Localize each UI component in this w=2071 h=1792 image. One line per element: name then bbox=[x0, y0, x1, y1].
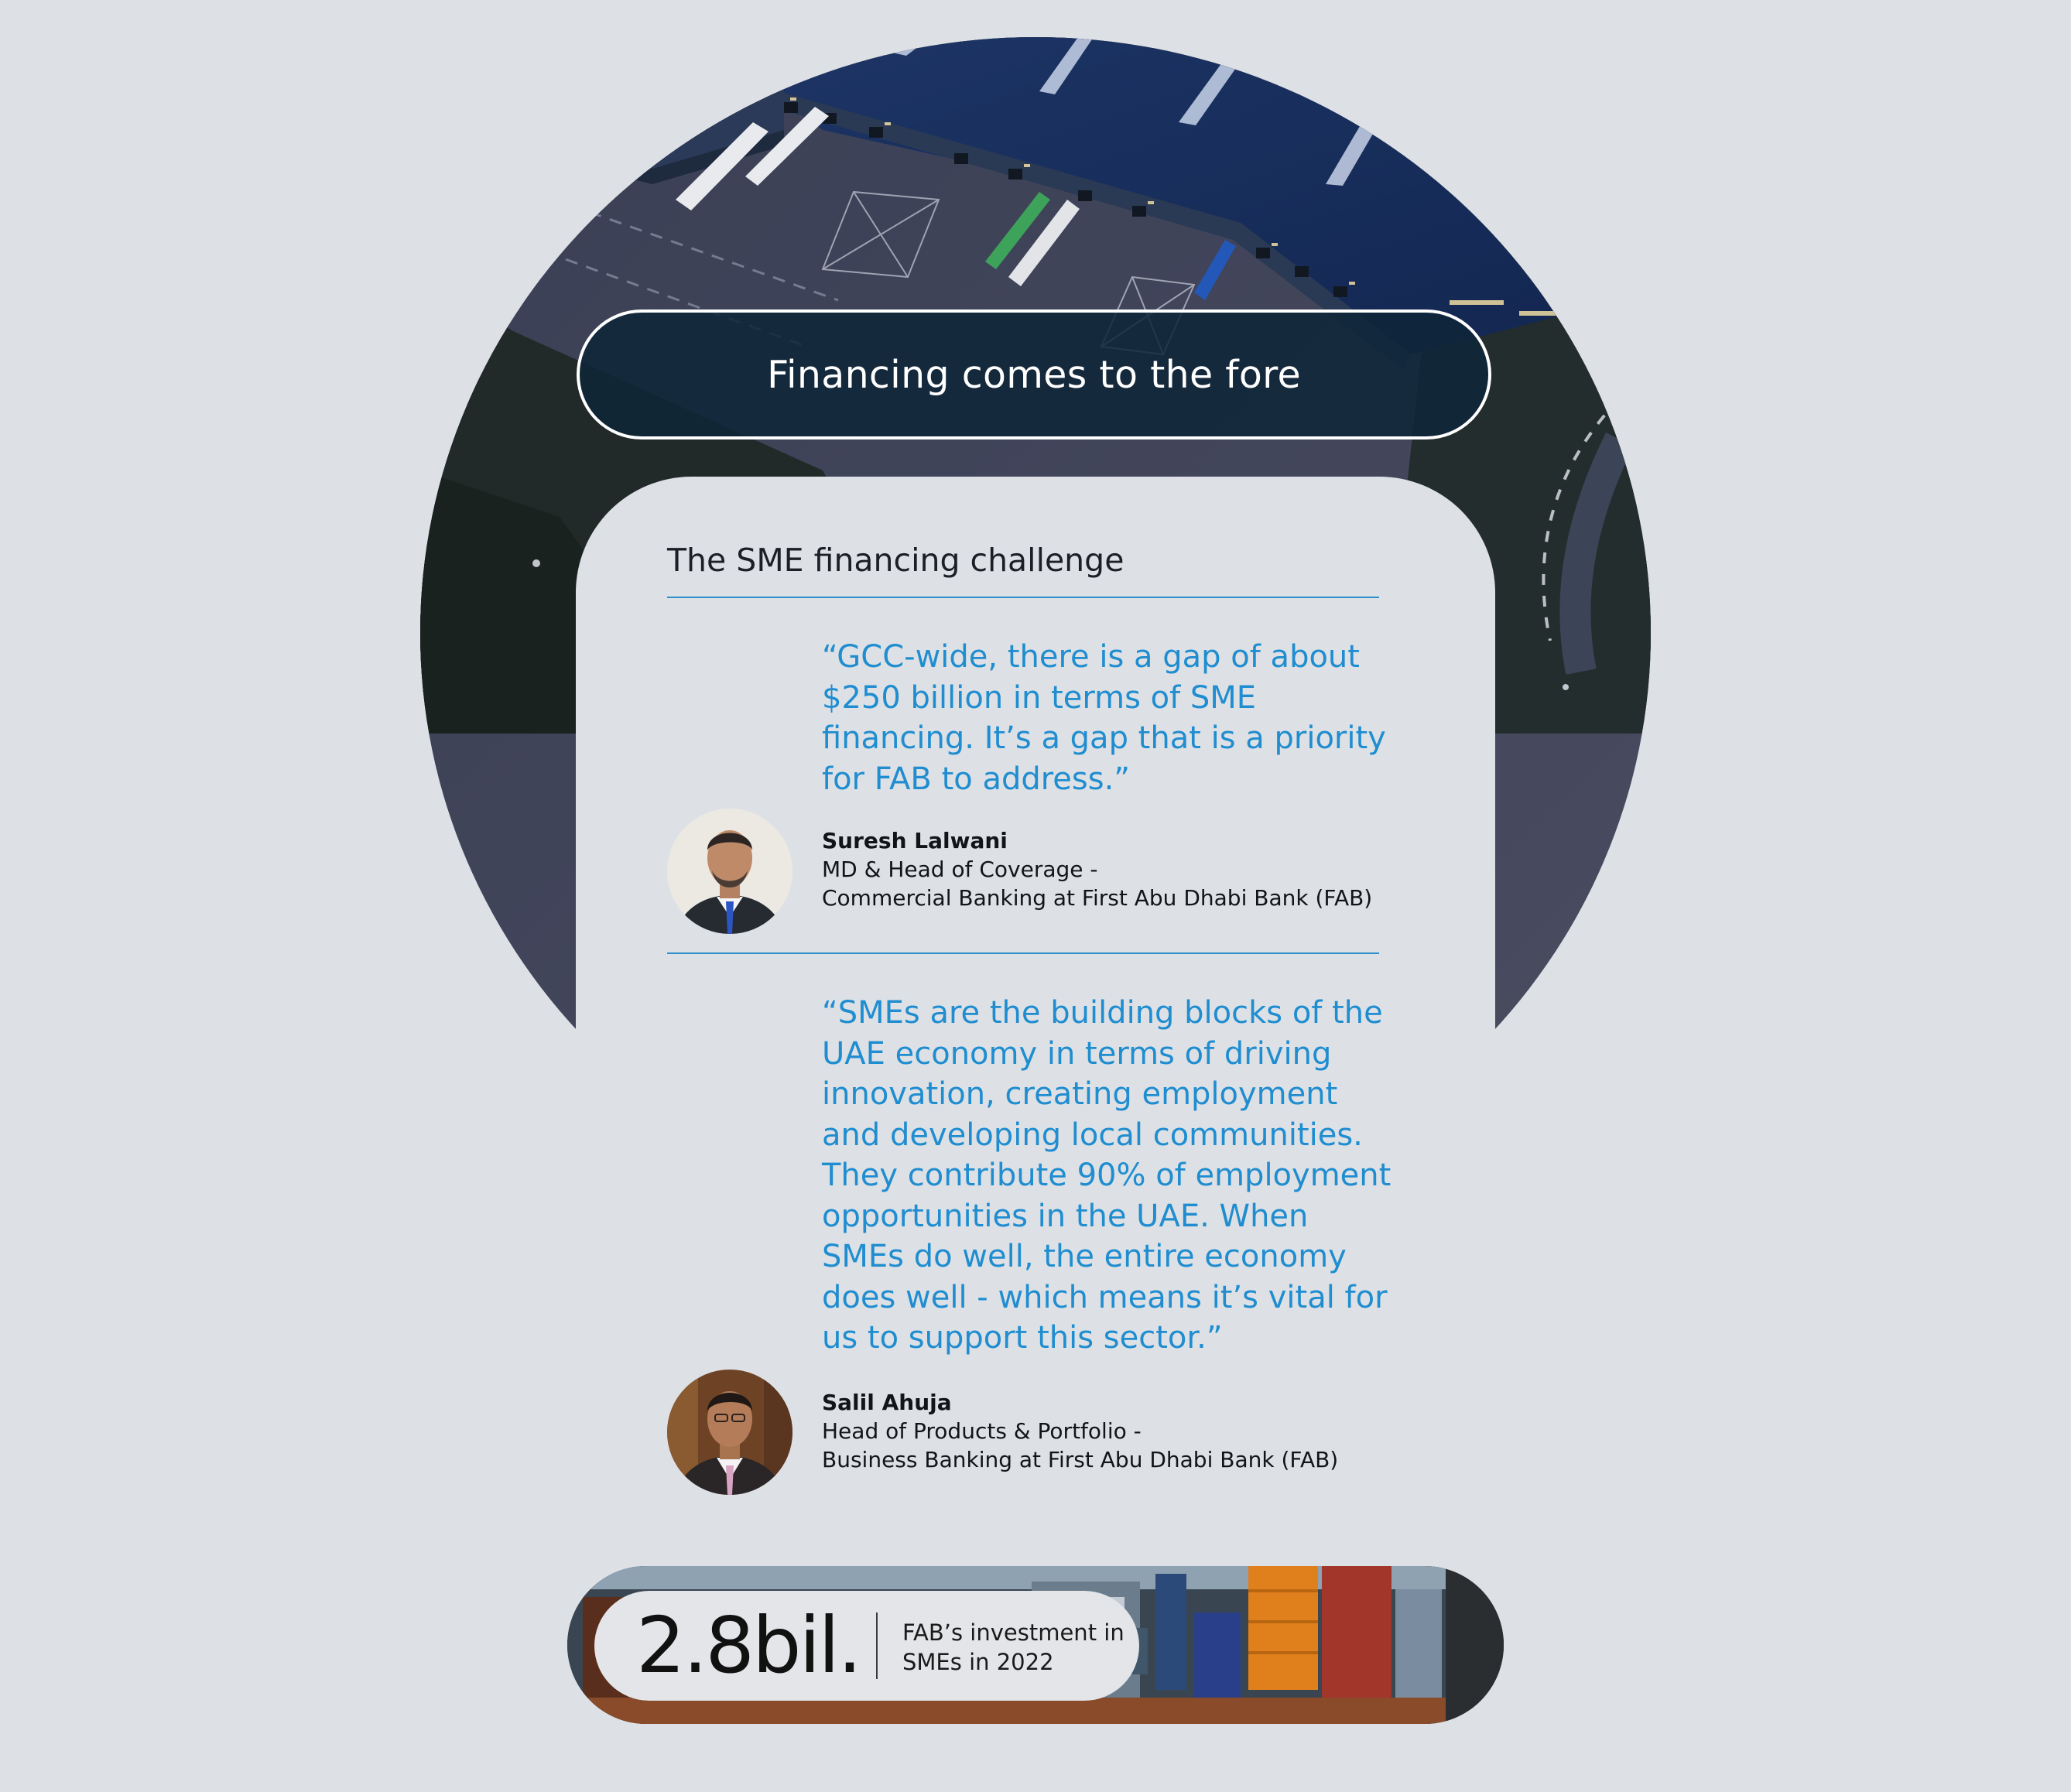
speaker-name: Suresh Lalwani bbox=[822, 828, 1008, 853]
title-banner bbox=[577, 309, 1491, 439]
avatar-salil-ahuja bbox=[667, 1370, 792, 1495]
quote-line: opportunities in the UAE. When bbox=[822, 1198, 1309, 1234]
quote-line: innovation, creating employment bbox=[822, 1076, 1338, 1112]
quote-line: financing. It’s a gap that is a priority bbox=[822, 720, 1386, 756]
quote-line: “GCC-wide, there is a gap of about bbox=[822, 639, 1360, 675]
speaker-role-line: Business Banking at First Abu Dhabi Bank (FAB) bbox=[822, 1447, 1339, 1472]
quote-line: $250 billion in terms of SME bbox=[822, 679, 1257, 716]
quote-line: does well - which means it’s vital for bbox=[822, 1279, 1388, 1315]
quote-2 bbox=[822, 993, 1395, 1359]
stat-label bbox=[902, 1618, 1125, 1677]
speaker-2 bbox=[822, 1388, 1338, 1474]
quote-line: and developing local communities. bbox=[822, 1117, 1363, 1153]
speaker-role-line: Head of Products & Portfolio - bbox=[822, 1418, 1142, 1444]
section-title: The SME financing challenge bbox=[667, 542, 1125, 579]
stat-label-line: FAB’s investment in bbox=[902, 1619, 1125, 1646]
stat-value: 2.8bil. bbox=[636, 1600, 860, 1691]
quote-line: “SMEs are the building blocks of the bbox=[822, 995, 1383, 1031]
avatar-suresh-lalwani bbox=[667, 809, 792, 934]
speaker-role-line: MD & Head of Coverage - bbox=[822, 857, 1098, 882]
stat-divider bbox=[876, 1612, 878, 1679]
speaker-name: Salil Ahuja bbox=[822, 1390, 952, 1415]
stat-label-line: SMEs in 2022 bbox=[902, 1649, 1054, 1675]
speaker-role-line: Commercial Banking at First Abu Dhabi Bank (FAB) bbox=[822, 885, 1373, 911]
quote-1 bbox=[822, 637, 1395, 799]
quote-line: They contribute 90% of employment bbox=[822, 1158, 1392, 1193]
quote-line: for FAB to address.” bbox=[822, 761, 1131, 797]
section-divider bbox=[667, 597, 1379, 598]
quote-line: SMEs do well, the entire economy bbox=[822, 1239, 1347, 1274]
speaker-1 bbox=[822, 826, 1372, 912]
quote-divider bbox=[667, 952, 1379, 954]
page-title: Financing comes to the fore bbox=[767, 352, 1301, 397]
quote-line: UAE economy in terms of driving bbox=[822, 1035, 1332, 1072]
quote-line: us to support this sector.” bbox=[822, 1320, 1223, 1356]
